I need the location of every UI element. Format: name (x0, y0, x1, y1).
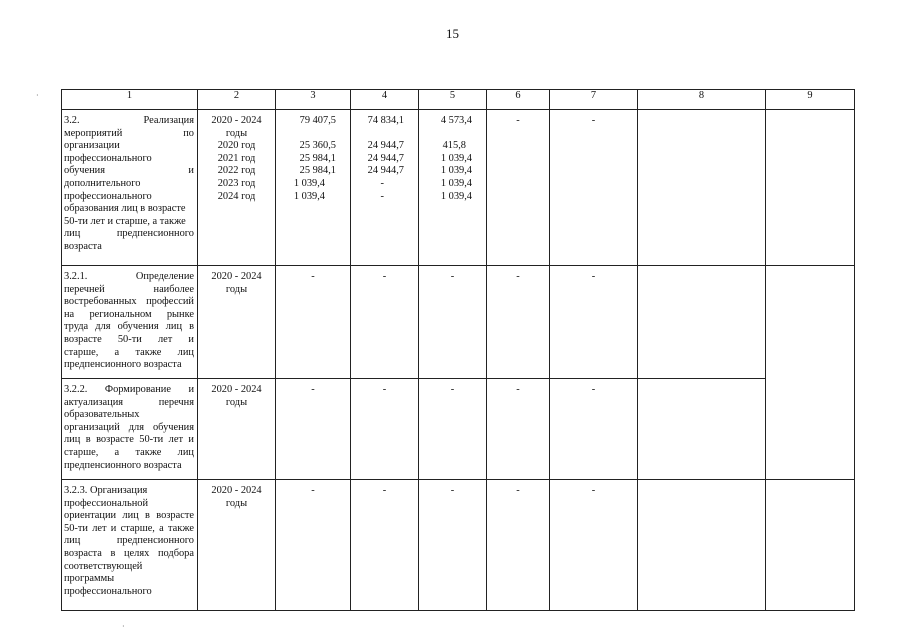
col6-cell: - (487, 379, 550, 480)
total-funding-cell: - (276, 379, 351, 480)
federal-funding-cell (351, 110, 419, 266)
scan-mark: · (36, 91, 39, 100)
name-line: мероприятий по (64, 127, 194, 139)
period-cell (198, 110, 276, 266)
period-line: годы (225, 497, 248, 509)
col6-cell: - (487, 266, 550, 379)
name-line: возрасте 50-ти лет и (64, 333, 194, 345)
total-funding-cell: - (276, 266, 351, 379)
total-funding-cell (276, 110, 351, 266)
table-row (62, 379, 855, 480)
name-line: 3.2.2. Формирование и (64, 384, 194, 395)
column-header: 2 (198, 90, 276, 110)
value: 25 984,1 (299, 152, 336, 164)
name-line: профессиональной (64, 497, 149, 509)
period-line: годы (225, 396, 248, 408)
period-line: годы (225, 127, 248, 139)
value: - (380, 190, 384, 202)
name-line: востребованных профессий (64, 296, 194, 308)
col8-cell (638, 379, 766, 480)
col9-cell (766, 266, 855, 379)
col6-cell: - (487, 110, 550, 266)
column-header: 3 (276, 90, 351, 110)
name-line: лиц в возрасте 50-ти лет и (64, 434, 194, 446)
name-line: обучения и (64, 165, 194, 177)
measure-name-cell (62, 480, 198, 611)
col7-cell: - (550, 379, 638, 480)
period-line: 2023 год (217, 177, 256, 189)
value: 24 944,7 (367, 152, 404, 164)
value: 25 360,5 (299, 140, 336, 152)
value: 1 039,4 (440, 165, 472, 177)
name-line: лиц предпенсионного (64, 535, 194, 547)
column-header: 4 (351, 90, 419, 110)
measure-name-cell (62, 379, 198, 480)
col9-cell (766, 379, 855, 480)
regional-funding-cell: - (419, 480, 487, 611)
regional-funding-cell: - (419, 266, 487, 379)
value: 25 984,1 (299, 165, 336, 177)
measure-name-cell (62, 266, 198, 379)
column-header: 8 (638, 90, 766, 110)
period-line: 2020 - 2024 (211, 115, 262, 126)
name-line: возраста (64, 240, 102, 252)
name-line: предпенсионного возраста (64, 359, 182, 371)
value: 1 039,4 (440, 190, 472, 202)
name-line: 50-ти лет и старше, а также (64, 522, 194, 534)
period-line: 2022 год (217, 165, 256, 177)
name-line: 3.2.1. Определение (64, 271, 194, 282)
value: 74 834,1 (367, 115, 404, 126)
value: 1 039,4 (440, 177, 472, 189)
col8-cell (638, 480, 766, 611)
name-line: 50-ти лет и старше, а также (64, 215, 186, 227)
name-line: профессионального (64, 152, 152, 164)
col6-cell: - (487, 480, 550, 611)
program-table (61, 89, 855, 611)
period-cell (198, 480, 276, 611)
name-line: старше, а также лиц (64, 346, 194, 358)
name-line: старше, а также лиц (64, 446, 194, 458)
value: 24 944,7 (367, 165, 404, 177)
name-line: актуализация перечня (64, 396, 194, 408)
value: 24 944,7 (367, 140, 404, 152)
col8-cell (638, 110, 766, 266)
page-number: 15 (446, 26, 459, 41)
col7-cell: - (550, 110, 638, 266)
scan-mark: · (122, 622, 125, 631)
name-line: профессионального (64, 190, 152, 202)
col9-cell (766, 110, 855, 266)
period-cell (198, 379, 276, 480)
federal-funding-cell: - (351, 266, 419, 379)
name-line: на региональном рынке (64, 308, 194, 320)
column-header: 1 (62, 90, 198, 110)
col7-cell: - (550, 480, 638, 611)
value: 4 573,4 (440, 115, 472, 126)
regional-funding-cell (419, 110, 487, 266)
period-line: 2020 год (217, 140, 256, 152)
period-line: 2021 год (217, 152, 256, 164)
table-row (62, 110, 855, 266)
period-line: 2020 - 2024 (211, 271, 262, 282)
period-line: 2020 - 2024 (211, 384, 262, 395)
value: 79 407,5 (299, 115, 336, 126)
name-line: образовательных (64, 409, 140, 421)
period-line: годы (225, 283, 248, 295)
federal-funding-cell: - (351, 379, 419, 480)
name-line: дополнительного (64, 177, 141, 189)
measure-name-cell (62, 110, 198, 266)
name-line: лиц предпенсионного (64, 228, 194, 240)
name-line: ориентации лиц в возрасте (64, 510, 194, 522)
col8-cell (638, 266, 766, 379)
name-line: профессионального (64, 585, 152, 597)
name-line: программы (64, 573, 115, 585)
table-row (62, 266, 855, 379)
name-line: 3.2.3. Организация (64, 485, 148, 496)
column-header: 7 (550, 90, 638, 110)
column-header: 9 (766, 90, 855, 110)
regional-funding-cell: - (419, 379, 487, 480)
federal-funding-cell: - (351, 480, 419, 611)
name-line: образования лиц в возрасте (64, 203, 186, 215)
name-line: 3.2. Реализация (64, 115, 194, 126)
table-row (62, 480, 855, 611)
name-line: труда для обучения лиц в (64, 321, 194, 333)
period-cell (198, 266, 276, 379)
value: 1 039,4 (293, 190, 325, 202)
value: 1 039,4 (440, 152, 472, 164)
column-header: 5 (419, 90, 487, 110)
column-header: 6 (487, 90, 550, 110)
name-line: перечней наиболее (64, 283, 194, 295)
period-line: 2020 - 2024 (211, 485, 262, 496)
name-line: соответствующей (64, 560, 143, 572)
period-line: 2024 год (217, 190, 256, 202)
col7-cell: - (550, 266, 638, 379)
value: 415,8 (442, 140, 466, 152)
total-funding-cell: - (276, 480, 351, 611)
name-line: возраста в целях подбора (64, 547, 194, 559)
col9-cell (766, 480, 855, 611)
value: 1 039,4 (293, 177, 325, 189)
name-line: предпенсионного возраста (64, 459, 182, 471)
name-line: организаций для обучения (64, 421, 194, 433)
name-line: организации (64, 140, 120, 152)
value: - (380, 177, 384, 189)
header-row (62, 90, 855, 110)
